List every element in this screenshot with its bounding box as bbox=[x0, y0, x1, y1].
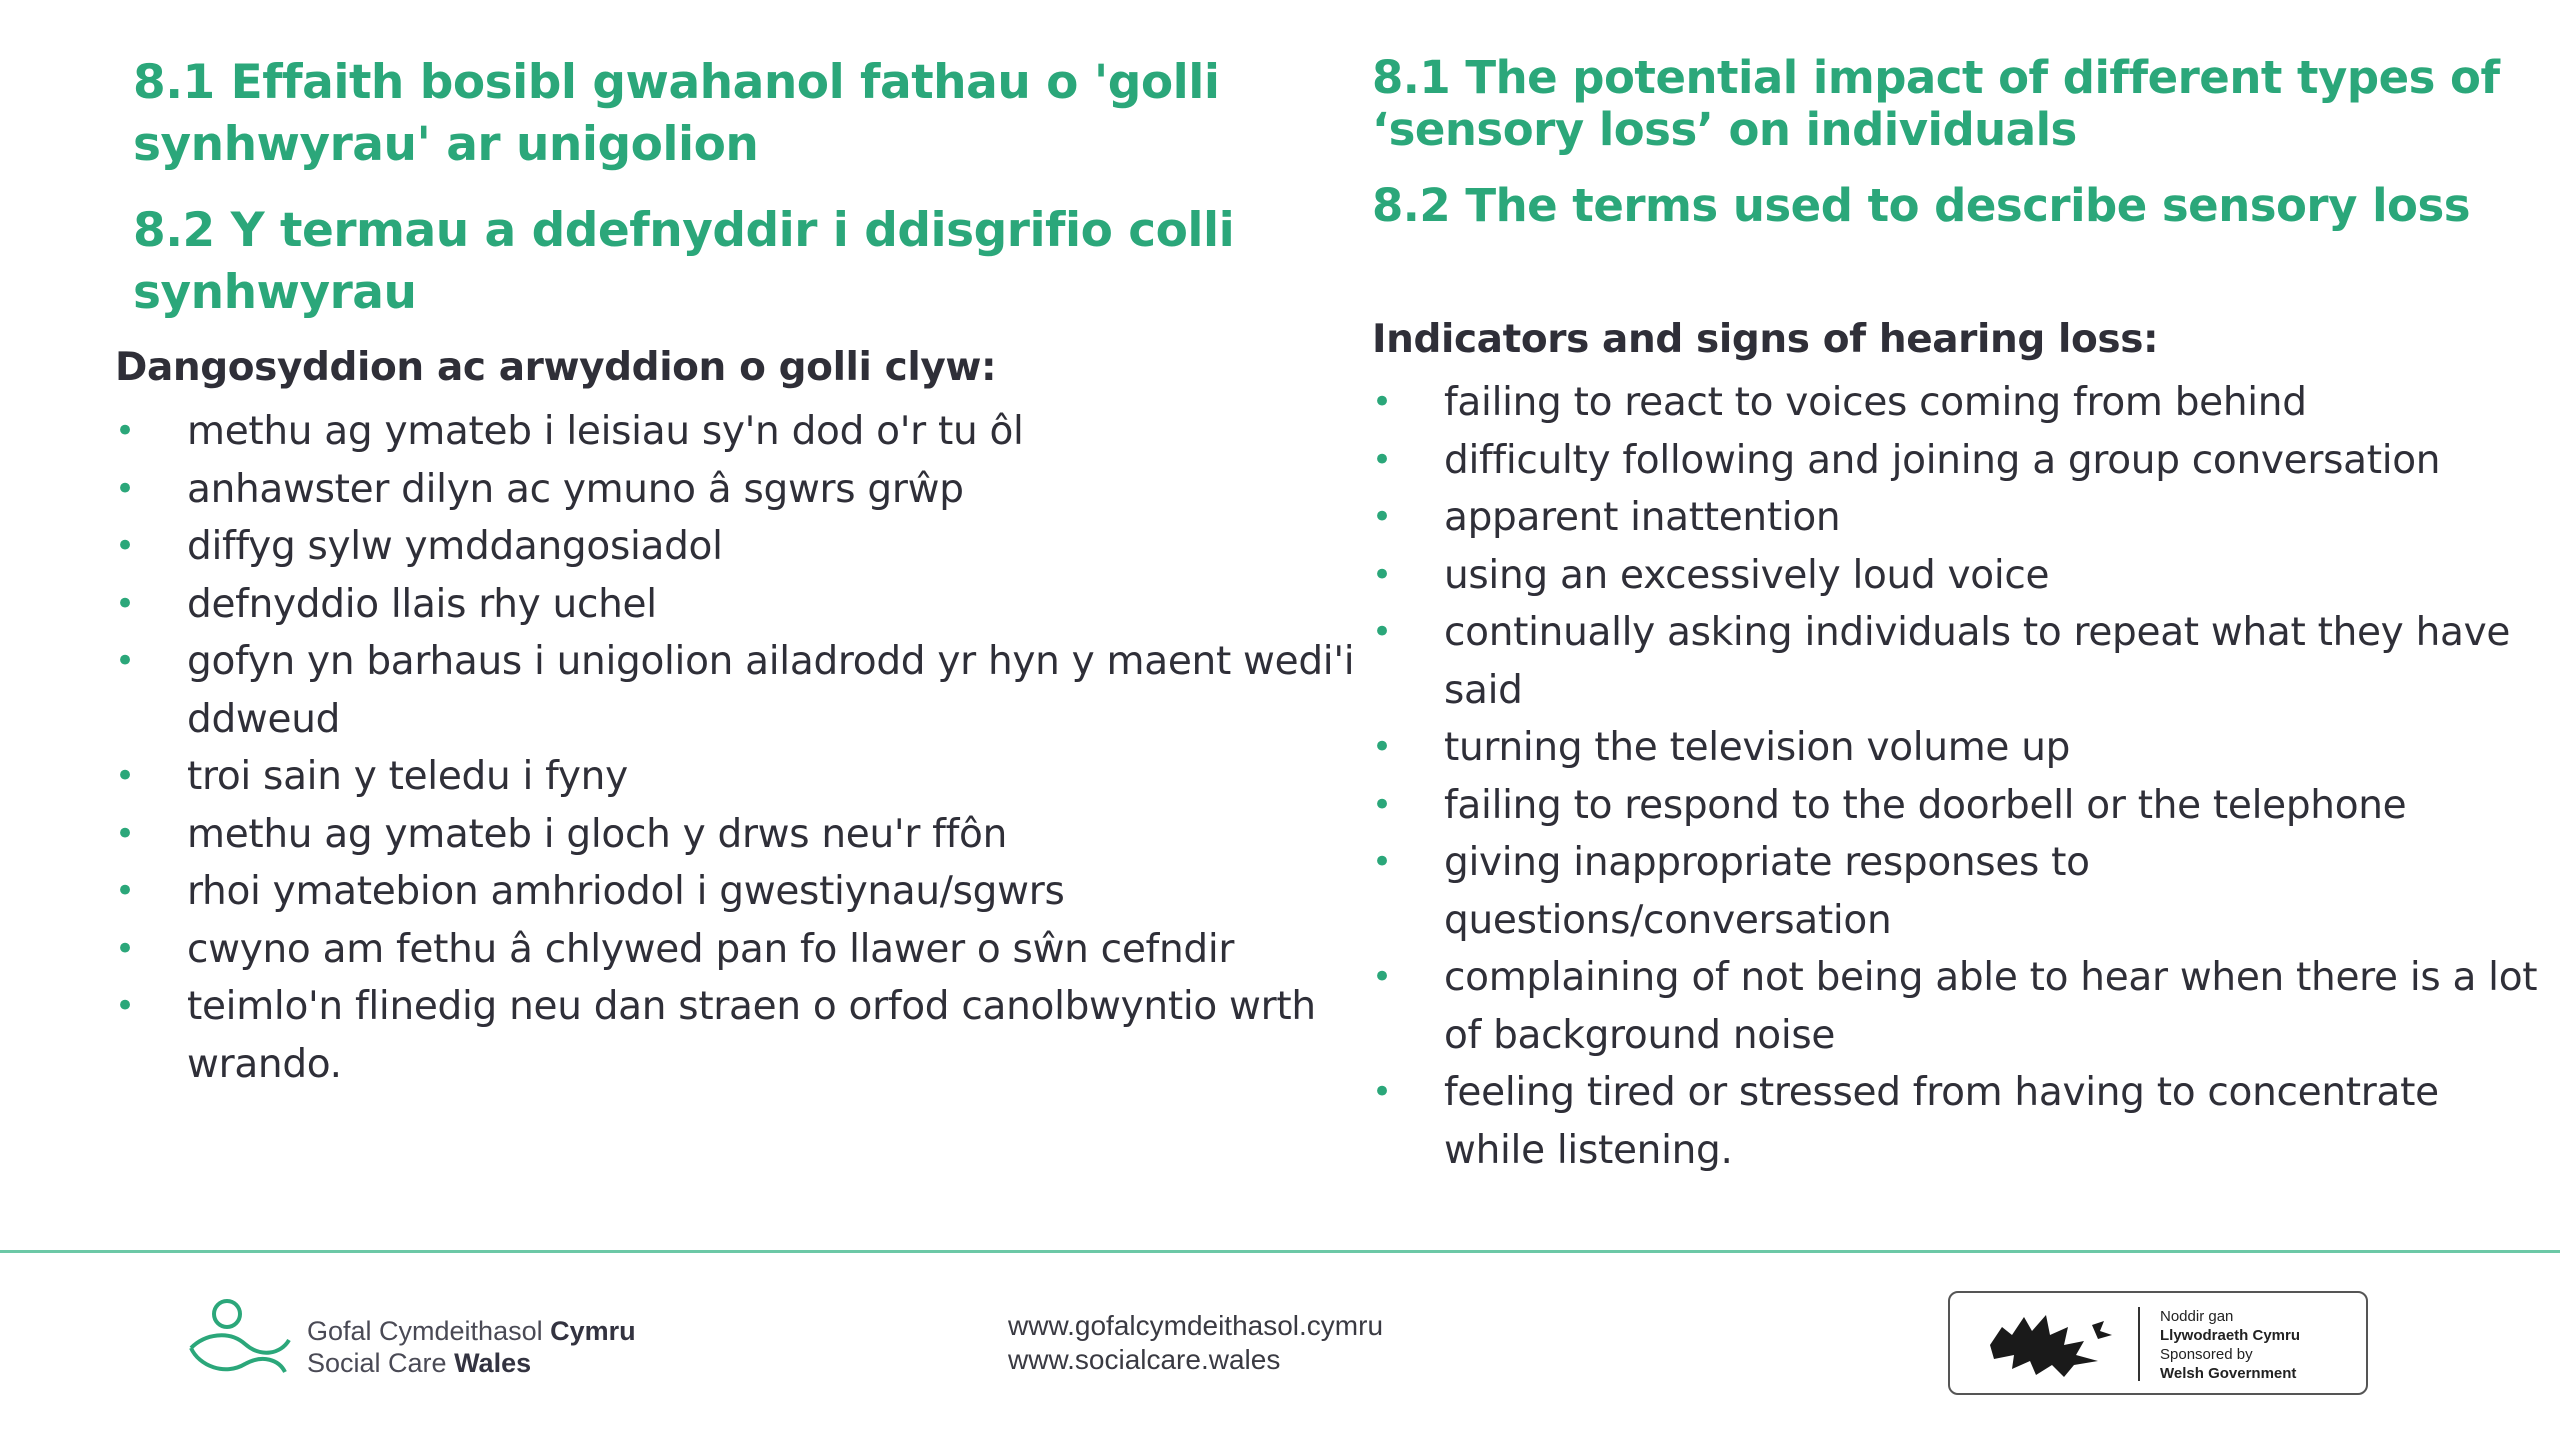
list-item-text: gofyn yn barhaus i unigolion ailadrodd yr hyn y maent wedi'i ddweud bbox=[187, 639, 1355, 742]
list-item bbox=[115, 403, 1375, 461]
list-item bbox=[115, 748, 1375, 806]
welsh-dragon-icon bbox=[1972, 1305, 2122, 1385]
bullet-icon: • bbox=[1372, 554, 1392, 595]
url-english-link[interactable]: www.socialcare.wales bbox=[1008, 1344, 1281, 1375]
bullet-icon: • bbox=[115, 986, 135, 1026]
english-heading-8-2: 8.2 The terms used to describe sensory loss bbox=[1372, 179, 2471, 232]
english-subheading: Indicators and signs of hearing loss: bbox=[1372, 317, 2159, 362]
list-item-text: feeling tired or stressed from having to concentrate while listening. bbox=[1444, 1070, 2439, 1173]
bullet-icon: • bbox=[115, 583, 135, 624]
list-item bbox=[1372, 834, 2542, 949]
list-item-text: teimlo'n flinedig neu dan straen o orfod canolbwyntio wrth wrando. bbox=[187, 984, 1316, 1087]
badge-divider bbox=[2138, 1307, 2140, 1381]
list-item-text: diffyg sylw ymddangosiadol bbox=[187, 524, 723, 569]
bullet-icon: • bbox=[115, 813, 135, 854]
bullet-icon: • bbox=[115, 871, 135, 911]
list-item bbox=[115, 518, 1375, 576]
list-item-text: failing to respond to the doorbell or the telephone bbox=[1444, 782, 2407, 828]
list-item bbox=[115, 978, 1375, 1093]
bullet-icon: • bbox=[1372, 382, 1392, 422]
welsh-subheading: Dangosyddion ac arwyddion o golli clyw: bbox=[115, 345, 997, 390]
welsh-heading-8-1: 8.1 Effaith bosibl gwahanol fathau o 'golli synhwyrau' ar unigolion bbox=[133, 55, 1220, 172]
list-item bbox=[115, 633, 1375, 748]
english-heading-8-1: 8.1 The potential impact of different types of ‘sensory loss’ on individuals bbox=[1372, 51, 2500, 156]
list-item-text: difficulty following and joining a group conversation bbox=[1444, 437, 2441, 483]
list-item-text: cwyno am fethu â chlywed pan fo llawer o sŵn cefndir bbox=[187, 926, 1235, 972]
list-item-text: troi sain y teledu i fyny bbox=[187, 754, 628, 799]
bullet-icon: • bbox=[1372, 784, 1392, 825]
list-item bbox=[1372, 374, 2542, 432]
social-care-wales-logo bbox=[185, 1296, 705, 1386]
list-item-text: complaining of not being able to hear when there is a lot of background noise bbox=[1444, 955, 2538, 1058]
list-item bbox=[1372, 719, 2542, 777]
bullet-icon: • bbox=[115, 756, 135, 796]
bullet-icon: • bbox=[115, 468, 135, 509]
footer-divider bbox=[0, 1250, 2560, 1253]
bullet-icon: • bbox=[1372, 842, 1392, 882]
bullet-icon: • bbox=[1372, 497, 1392, 537]
list-item-text: using an excessively loud voice bbox=[1444, 552, 2050, 598]
logo-line-english: Social Care Wales bbox=[307, 1348, 532, 1378]
list-item bbox=[1372, 489, 2542, 547]
bullet-icon: • bbox=[115, 411, 135, 451]
bullet-icon: • bbox=[1372, 612, 1392, 652]
list-item bbox=[1372, 432, 2542, 490]
bullet-icon: • bbox=[1372, 1072, 1392, 1112]
list-item-text: turning the television volume up bbox=[1444, 725, 2071, 770]
list-item bbox=[1372, 777, 2542, 835]
list-item bbox=[115, 461, 1375, 519]
list-item-text: giving inappropriate responses to questions/conversation bbox=[1444, 840, 2090, 943]
bullet-icon: • bbox=[1372, 439, 1392, 480]
list-item bbox=[1372, 547, 2542, 605]
list-item-text: apparent inattention bbox=[1444, 495, 1841, 540]
list-item-text: anhawster dilyn ac ymuno â sgwrs grŵp bbox=[187, 466, 964, 512]
welsh-bullet-list bbox=[115, 403, 1375, 1093]
welsh-government-badge bbox=[1948, 1291, 2368, 1395]
list-item bbox=[1372, 1064, 2542, 1179]
welsh-heading-8-2: 8.2 Y termau a ddefnyddir i ddisgrifio colli synhwyrau bbox=[133, 203, 1235, 320]
list-item bbox=[115, 576, 1375, 634]
logo-line-welsh: Gofal Cymdeithasol Cymru bbox=[307, 1316, 636, 1346]
social-care-wales-logo-icon bbox=[185, 1296, 295, 1386]
list-item-text: defnyddio llais rhy uchel bbox=[187, 581, 657, 627]
list-item bbox=[115, 863, 1375, 921]
list-item bbox=[1372, 949, 2542, 1064]
bullet-icon: • bbox=[1372, 727, 1392, 767]
bullet-icon: • bbox=[115, 641, 135, 681]
list-item bbox=[115, 806, 1375, 864]
list-item bbox=[115, 921, 1375, 979]
badge-text: Noddir gan Llywodraeth Cymru Sponsored by Welsh Government bbox=[2160, 1308, 2301, 1382]
url-welsh-link[interactable]: www.gofalcymdeithasol.cymru bbox=[1008, 1310, 1384, 1341]
bullet-icon: • bbox=[115, 526, 135, 566]
list-item-text: methu ag ymateb i leisiau sy'n dod o'r tu ôl bbox=[187, 409, 1024, 454]
english-bullet-list bbox=[1372, 374, 2542, 1179]
bullet-icon: • bbox=[1372, 957, 1392, 997]
list-item-text: continually asking individuals to repeat what they have said bbox=[1444, 610, 2511, 713]
bullet-icon: • bbox=[115, 928, 135, 969]
footer-urls bbox=[1008, 1309, 1383, 1377]
list-item-text: failing to react to voices coming from behind bbox=[1444, 380, 2307, 425]
list-item-text: rhoi ymatebion amhriodol i gwestiynau/sgwrs bbox=[187, 869, 1065, 914]
list-item-text: methu ag ymateb i gloch y drws neu'r ffôn bbox=[187, 811, 1008, 857]
list-item bbox=[1372, 604, 2542, 719]
